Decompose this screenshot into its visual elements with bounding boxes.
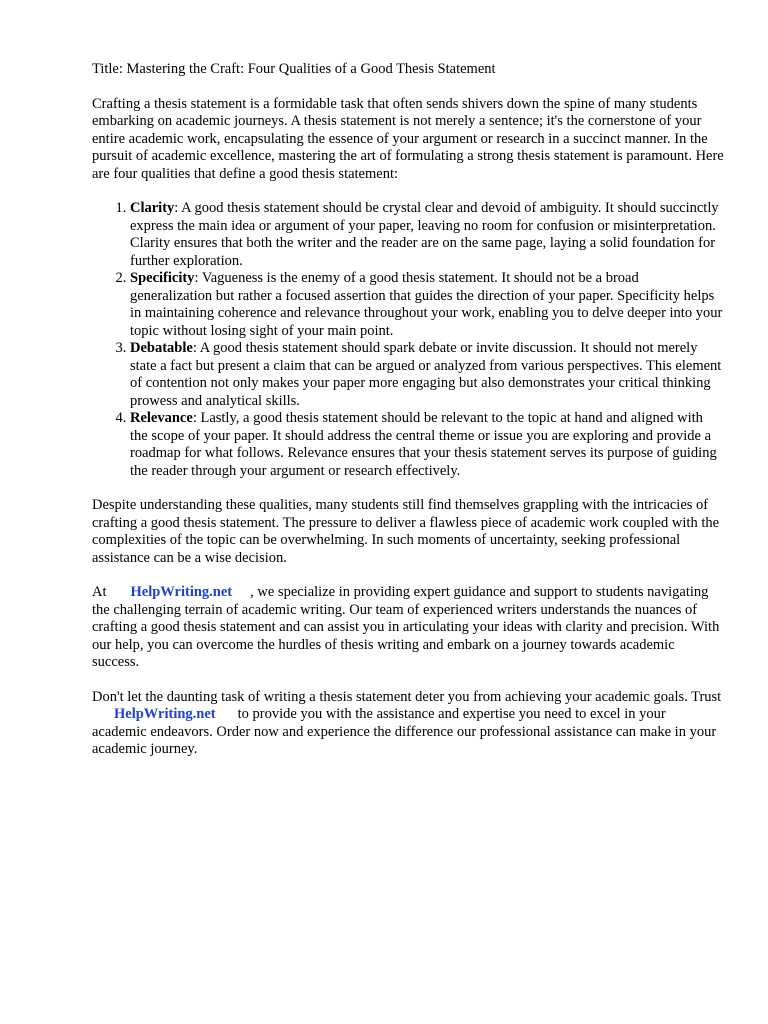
- quality-term: Debatable: [130, 340, 193, 356]
- list-item: [130, 410, 724, 480]
- closing-paragraph-lead: Don't let the daunting task of writing a thesis statement deter you from achieving your academic goals. Trust: [92, 688, 722, 705]
- helpwriting-link[interactable]: HelpWriting.net: [130, 584, 233, 600]
- quality-term: Specificity: [130, 270, 195, 286]
- despite-paragraph: Despite understanding these qualities, many students still find themselves grappling with the intricacies of crafting a good thesis statement. The pressure to deliver a flawless piece of academic work coupled with the complexities of the topic can be overwhelming. In such moments of uncertainty, seeking professional assistance can be a wise decision.: [92, 497, 720, 566]
- quality-term: Relevance: [130, 410, 193, 426]
- quality-text: : Lastly, a good thesis statement should be relevant to the topic at hand and aligned with the scope of your paper. It should address the central theme or issue you are exploring and provide a roadmap for what follows. Relevance ensures that your thesis statement serves its purpose of guiding the reader through your argument or research effectively.: [130, 410, 717, 479]
- intro-paragraph: Crafting a thesis statement is a formidable task that often sends shivers down the spine of many students embarking on academic journeys. A thesis statement is not merely a sentence; it's the cornerstone of your entire academic work, encapsulating the essence of your argument or research in a succinct manner. In the pursuit of academic excellence, mastering the art of formulating a strong thesis statement is paramount. Here are four qualities that define a good thesis statement:: [92, 95, 724, 182]
- list-item: [130, 200, 724, 270]
- document-title: Title: Mastering the Craft: Four Qualities of a Good Thesis Statement: [92, 61, 496, 77]
- quality-term: Clarity: [130, 200, 175, 216]
- at-paragraph-lead: At: [92, 584, 107, 600]
- list-item: [130, 340, 724, 410]
- helpwriting-link[interactable]: HelpWriting.net: [114, 706, 216, 722]
- closing-paragraph: [92, 689, 724, 759]
- at-paragraph: [92, 584, 724, 672]
- qualities-list: [92, 200, 724, 480]
- quality-text: : Vagueness is the enemy of a good thesis statement. It should not be a broad generalization but rather a focused assertion that guides the direction of your paper. Specificity helps in maintaining coherence and relevance throughout your work, enabling you to delve deeper into your topic without losing sight of your main point.: [130, 270, 723, 339]
- quality-text: : A good thesis statement should be crystal clear and devoid of ambiguity. It should succinctly express the main idea or argument of your paper, leaving no room for confusion or misinterpretation. Clarity ensures that both the writer and the reader are on the same page, laying a solid foundation for further exploration.: [130, 200, 719, 269]
- document-page: [92, 61, 724, 776]
- at-paragraph-body: , we specialize in providing expert guidance and support to students navigating the challenging terrain of academic writing. Our team of experienced writers understands the nuances of crafting a good thesis statement and can assist you in articulating your ideas with clarity and precision. With our help, you can overcome the hurdles of thesis writing and embark on a journey towards academic success.: [92, 584, 720, 670]
- list-item: [130, 270, 724, 340]
- closing-paragraph-body: to provide you with the assistance and expertise you need to excel in your academic endeavors. Order now and experience the difference our professional assistance can make in your academic journey.: [92, 706, 717, 757]
- quality-text: : A good thesis statement should spark debate or invite discussion. It should not merely state a fact but present a claim that can be argued or analyzed from various perspectives. This element of contention not only makes your paper more engaging but also demonstrates your critical thinking prowess and analytical skills.: [130, 340, 722, 409]
